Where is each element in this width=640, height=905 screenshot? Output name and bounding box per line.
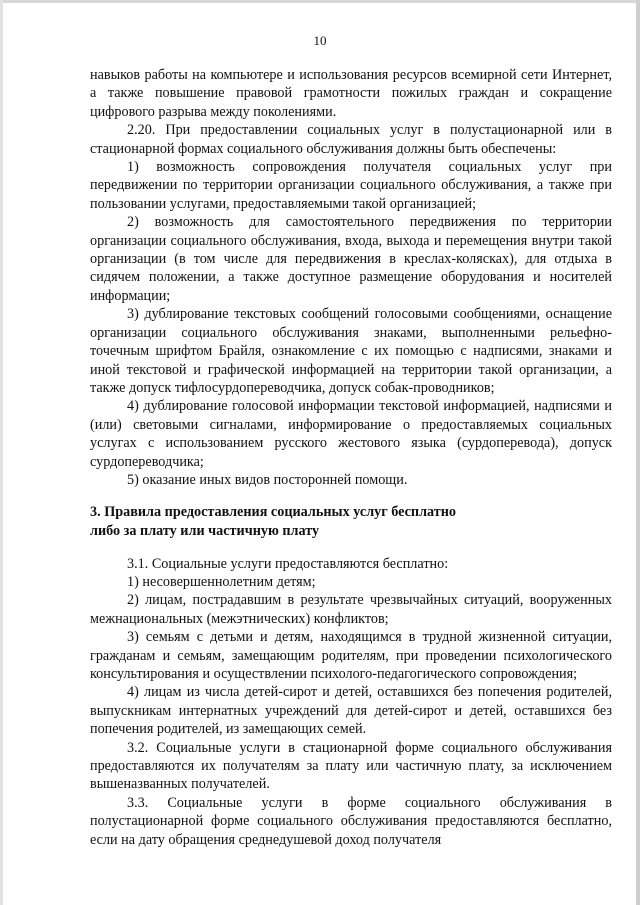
- list-item-3-1-4: 4) лицам из числа детей-сирот и детей, оставшихся без попечения родителей, выпускникам интернатных учреждений для детей-сирот и детей, оставшихся без попечения родителей, из замещающих семей.: [90, 684, 612, 738]
- paragraph-2-20: 2.20. При предоставлении социальных услуг в полустационарной или в стационарной формах социального обслуживания должны быть обеспечены:: [90, 122, 612, 157]
- section-heading-line-1: 3. Правила предоставления социальных услуг бесплатно: [90, 504, 457, 521]
- list-item-1: 1) возможность сопровождения получателя социальных услуг при передвижении по территории организации социального обслуживания, а также при пользовании услугами, предоставляемыми такой организацией;: [90, 159, 612, 212]
- section-heading-line-2: либо за плату или частичную плату: [90, 522, 320, 539]
- paragraph-continuation: навыков работы на компьютере и использования ресурсов всемирной сети Интернет, а также повышение правовой грамотности пожилых граждан и сокращение цифрового разрыва между поколениями.: [90, 67, 612, 120]
- spacer: [90, 541, 612, 555]
- list-item-4: 4) дублирование голосовой информации текстовой информацией, надписями и (или) световыми сигналами, информирование о предоставляемых социальных услугах с использованием русского жестового языка (сурдоперевода), допуск сурдопереводчика;: [90, 398, 612, 470]
- list-item-2: 2) возможность для самостоятельного передвижения по территории организации социального обслуживания, входа, выхода и перемещения внутри такой организации (в том числе для передвижения в креслах-колясках), для отдыха в сидячем положении, а также доступное размещение оборудования и носителей информации;: [90, 214, 612, 304]
- list-item-3-1-3: 3) семьям с детьми и детям, находящимся в трудной жизненной ситуации, гражданам и семьям, замещающим родителям, при проведении психологического консультирования и осуществлении психолого-педагогического сопровождения;: [90, 629, 612, 682]
- list-item-3-1-2: 2) лицам, пострадавшим в результате чрезвычайных ситуаций, вооруженных межнациональных (межэтнических) конфликтов;: [90, 592, 612, 627]
- list-item-3: 3) дублирование текстовых сообщений голосовыми сообщениями, оснащение организации социального обслуживания знаками, выполненными рельефно-точечным шрифтом Брайля, ознакомление с их помощью с надписями, знаками и иной текстовой и графической информацией на территории такой организации, а также допуск тифлосурдопереводчика, допуск собак-проводников;: [90, 306, 612, 396]
- scan-top-edge: [0, 0, 640, 3]
- spacer: [90, 489, 612, 503]
- paragraph-3-3: 3.3. Социальные услуги в форме социального обслуживания в полустационарной форме социального обслуживания предоставляются бесплатно, если на дату обращения среднедушевой доход получателя: [90, 794, 612, 848]
- page-number: 10: [313, 33, 327, 48]
- scan-left-edge: [0, 0, 3, 905]
- scan-right-edge: [636, 0, 640, 905]
- document-body: [90, 66, 612, 849]
- paragraph-3-2: 3.2. Социальные услуги в стационарной форме социального обслуживания предоставляются их получателям за плату или частичную плату, за исключением вышеназванных получателей.: [90, 739, 612, 793]
- list-item-5: 5) оказание иных видов посторонней помощи.: [127, 471, 408, 488]
- paragraph-3-1: 3.1. Социальные услуги предоставляются бесплатно:: [127, 555, 449, 572]
- list-item-3-1-1: 1) несовершеннолетним детям;: [127, 573, 316, 590]
